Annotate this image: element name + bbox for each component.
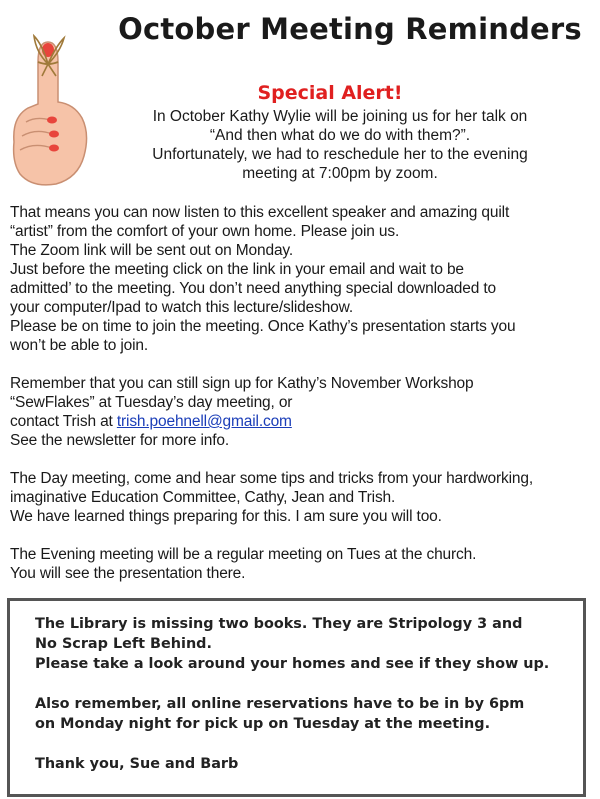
- special-alert-heading: Special Alert!: [257, 82, 403, 104]
- library-line: No Scrap Left Behind.: [35, 636, 212, 652]
- reservation-line: on Monday night for pick up on Tuesday at the meeting.: [35, 716, 491, 732]
- library-line: The Library is missing two books. They are Stripology 3 and: [35, 616, 523, 632]
- library-line: Please take a look around your homes and see if they show up.: [35, 656, 550, 672]
- zoom-paragraph-line: won’t be able to join.: [10, 337, 149, 354]
- workshop-line: Remember that you can still sign up for Kathy’s November Workshop: [10, 375, 474, 392]
- finger-with-string-icon: [6, 22, 92, 190]
- newsletter-line: See the newsletter for more info.: [10, 432, 230, 449]
- zoom-paragraph-line: That means you can now listen to this excellent speaker and amazing quilt: [10, 204, 510, 221]
- day-meeting-line: We have learned things preparing for this. I am sure you will too.: [10, 508, 442, 525]
- library-notice-box: [7, 598, 586, 797]
- page-title: October Meeting Reminders: [118, 12, 582, 46]
- zoom-paragraph-line: Please be on time to join the meeting. Once Kathy’s presentation starts you: [10, 318, 516, 335]
- evening-meeting-line: The Evening meeting will be a regular meeting on Tues at the church.: [10, 546, 477, 563]
- evening-meeting-line: You will see the presentation there.: [10, 565, 246, 582]
- email-link[interactable]: trish.poehnell@gmail.com: [116, 413, 292, 430]
- workshop-line: “SewFlakes” at Tuesday’s day meeting, or: [10, 394, 293, 411]
- zoom-paragraph-line: The Zoom link will be sent out on Monday.: [10, 242, 294, 259]
- zoom-paragraph-line: Just before the meeting click on the link in your email and wait to be: [10, 261, 464, 278]
- day-meeting-line: imaginative Education Committee, Cathy, Jean and Trish.: [10, 489, 396, 506]
- day-meeting-line: The Day meeting, come and hear some tips and tricks from your hardworking,: [10, 470, 534, 487]
- zoom-paragraph-line: admitted’ to the meeting. You don’t need anything special downloaded to: [10, 280, 497, 297]
- main-body: [10, 203, 598, 583]
- alert-text: In October Kathy Wylie will be joining us for her talk on “And then what do we do with them?”. Unfortunately, we had to reschedule her to the evening meeting at 7:00pm by zoom.: [152, 108, 528, 182]
- contact-line: contact Trish at trish.poehnell@gmail.com: [10, 413, 292, 430]
- signoff: Thank you, Sue and Barb: [35, 756, 239, 772]
- reservation-line: Also remember, all online reservations have to be in by 6pm: [35, 696, 525, 712]
- zoom-paragraph-line: your computer/Ipad to watch this lecture/slideshow.: [10, 299, 353, 316]
- zoom-paragraph-line: “artist” from the comfort of your own home. Please join us.: [10, 223, 400, 240]
